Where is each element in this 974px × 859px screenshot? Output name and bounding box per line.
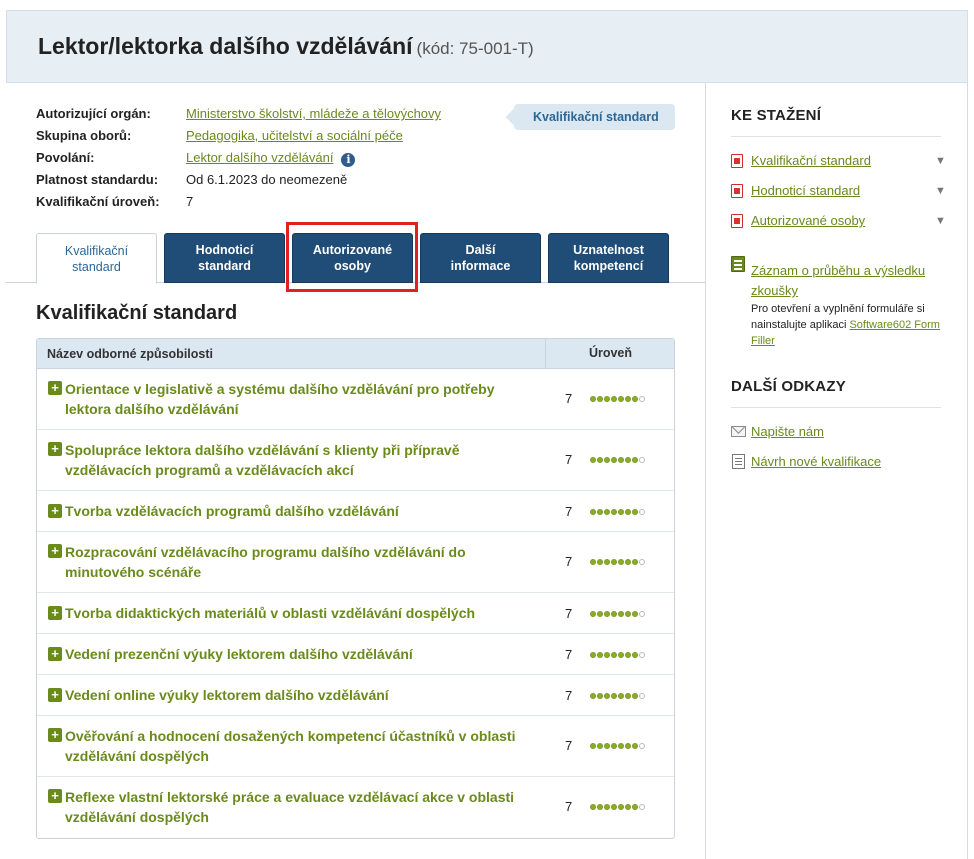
divider — [731, 136, 941, 137]
table-row[interactable] — [37, 430, 674, 491]
level-dot-filled — [604, 611, 610, 617]
level-dot-filled — [590, 396, 596, 402]
software602-link[interactable]: Software602 Form Filler — [751, 319, 940, 347]
competence-name[interactable]: Vedení online výuky lektorem dalšího vzdělávání — [65, 687, 389, 703]
level-indicator — [590, 457, 645, 463]
competence-level: 7 — [565, 606, 573, 621]
pdf-icon — [731, 184, 743, 198]
level-dot-filled — [590, 804, 596, 810]
level-dot-filled — [618, 457, 624, 463]
authority-link[interactable]: Ministerstvo školství, mládeže a tělovýchovy — [186, 106, 442, 121]
level-dot-filled — [625, 652, 631, 658]
level-dot-filled — [611, 743, 617, 749]
competence-name[interactable]: Vedení prezenční výuky lektorem dalšího vzdělávání — [65, 646, 413, 662]
tab-label: Další informace — [450, 243, 511, 273]
level-dot-filled — [597, 693, 603, 699]
competence-level: 7 — [565, 554, 573, 569]
level-dot-empty — [639, 509, 645, 515]
competence-table — [36, 338, 675, 839]
envelope-icon — [731, 426, 746, 437]
links-section-title: DALŠÍ ODKAZY — [731, 378, 846, 395]
level-dot-filled — [632, 611, 638, 617]
divider — [731, 407, 941, 408]
level-indicator — [590, 559, 645, 565]
level-dot-filled — [597, 743, 603, 749]
expand-icon[interactable]: + — [48, 606, 62, 620]
qualification-code: (kód: 75-001-T) — [416, 39, 534, 58]
competence-name[interactable]: Orientace v legislativě a systému dalšího vzdělávání pro potřeby lektora dalšího vzdělávání — [65, 381, 495, 417]
pdf-icon — [731, 214, 743, 228]
expand-icon[interactable]: + — [48, 789, 62, 803]
competence-level: 7 — [565, 688, 573, 703]
level-dot-filled — [590, 611, 596, 617]
tab-assessment-standard[interactable] — [164, 233, 285, 283]
table-row[interactable] — [37, 532, 674, 593]
level-dot-empty — [639, 396, 645, 402]
level-dot-filled — [611, 652, 617, 658]
level-dot-filled — [625, 804, 631, 810]
competence-level: 7 — [565, 452, 573, 467]
level-dot-empty — [639, 611, 645, 617]
level-dot-empty — [639, 743, 645, 749]
level-dot-filled — [632, 693, 638, 699]
table-row[interactable] — [37, 369, 674, 430]
level-dot-filled — [604, 396, 610, 402]
level-dot-filled — [597, 804, 603, 810]
pdf-icon — [731, 154, 743, 168]
level-dot-filled — [632, 743, 638, 749]
level-dot-empty — [639, 652, 645, 658]
form-icon — [731, 256, 745, 272]
level-dot-filled — [632, 559, 638, 565]
table-row[interactable] — [37, 777, 674, 838]
level-dot-filled — [618, 396, 624, 402]
record-link[interactable]: Záznam o průběhu a výsledku zkoušky — [751, 263, 926, 298]
info-row-authority — [36, 105, 441, 127]
profession-link[interactable]: Lektor dalšího vzdělávání — [186, 150, 334, 165]
info-label: Skupina oborů: — [36, 128, 132, 143]
level-dot-filled — [632, 652, 638, 658]
note-text: Pro otevření a vyplnění formuláře si nainstalujte aplikaci — [751, 303, 925, 331]
level-dot-filled — [604, 457, 610, 463]
level-dot-filled — [604, 804, 610, 810]
tab-qualification-standard[interactable] — [36, 233, 157, 284]
tab-label: Uznatelnost kompetencí — [573, 243, 644, 273]
info-label: Platnost standardu: — [36, 172, 159, 187]
level-dot-filled — [611, 804, 617, 810]
level-dot-filled — [618, 509, 624, 515]
info-row-profession — [36, 149, 441, 171]
tab-other-info[interactable] — [420, 233, 541, 283]
level-dot-filled — [611, 457, 617, 463]
table-header — [37, 339, 674, 369]
level-indicator — [590, 611, 645, 617]
level-dot-filled — [590, 509, 596, 515]
table-row[interactable] — [37, 675, 674, 716]
title-text: Lektor/lektorka dalšího vzdělávání — [38, 33, 413, 59]
tab-competence-recognition[interactable] — [548, 233, 669, 283]
competence-level: 7 — [565, 799, 573, 814]
level-dot-filled — [632, 457, 638, 463]
expand-icon[interactable]: + — [48, 688, 62, 702]
install-note — [751, 301, 941, 349]
info-label: Povolání: — [36, 150, 95, 165]
level-dot-empty — [639, 559, 645, 565]
sidebar — [705, 83, 968, 859]
level-dot-filled — [618, 743, 624, 749]
competence-name[interactable]: Tvorba vzdělávacích programů dalšího vzdělávání — [65, 503, 399, 519]
page-header — [6, 10, 968, 83]
level-indicator — [590, 804, 645, 810]
info-label: Kvalifikační úroveň: — [36, 194, 160, 209]
level-dot-filled — [604, 693, 610, 699]
level-dot-filled — [625, 509, 631, 515]
level-indicator — [590, 396, 645, 402]
tab-authorized-persons[interactable] — [292, 233, 413, 283]
expand-icon[interactable]: + — [48, 647, 62, 661]
level-dot-filled — [611, 693, 617, 699]
level-dot-filled — [632, 396, 638, 402]
info-row-field-group — [36, 127, 441, 149]
tab-label: Hodnoticí standard — [195, 243, 254, 273]
level-dot-filled — [611, 396, 617, 402]
level-dot-empty — [639, 693, 645, 699]
expand-icon[interactable]: + — [48, 544, 62, 558]
competence-name[interactable]: Reflexe vlastní lektorské práce a evaluace vzdělávací akce v oblasti vzdělávání dospělých — [65, 789, 515, 825]
level-dot-filled — [618, 611, 624, 617]
level-dot-filled — [604, 559, 610, 565]
tab-label: Autorizované osoby — [312, 243, 393, 273]
level-dot-filled — [625, 457, 631, 463]
level-dot-filled — [597, 559, 603, 565]
level-dot-filled — [590, 743, 596, 749]
level-dot-filled — [590, 559, 596, 565]
expand-icon[interactable]: + — [48, 381, 62, 395]
badge-label: Kvalifikační standard — [533, 110, 659, 124]
level-dot-filled — [604, 509, 610, 515]
field-group-link[interactable]: Pedagogika, učitelství a sociální péče — [186, 128, 403, 143]
level-dot-filled — [597, 611, 603, 617]
competence-name[interactable]: Spolupráce lektora dalšího vzdělávání s klienty při přípravě vzdělávacích programů a vzdělávacích akcí — [65, 442, 460, 478]
main-content — [6, 83, 706, 859]
info-label: Autorizující orgán: — [36, 106, 151, 121]
level-dot-filled — [590, 693, 596, 699]
level-dot-filled — [618, 652, 624, 658]
level-indicator — [590, 652, 645, 658]
expand-icon[interactable]: + — [48, 442, 62, 456]
level-dot-filled — [618, 804, 624, 810]
tab-bar — [6, 233, 706, 283]
level-dot-filled — [632, 509, 638, 515]
download-section-title: KE STAŽENÍ — [731, 107, 822, 124]
competence-level: 7 — [565, 504, 573, 519]
level-dot-filled — [618, 559, 624, 565]
page-title — [38, 33, 534, 60]
expand-icon[interactable]: + — [48, 504, 62, 518]
download-link[interactable]: Hodnoticí standard — [751, 183, 861, 198]
chevron-down-icon[interactable]: ▼ — [935, 155, 946, 167]
level-dot-filled — [625, 611, 631, 617]
level-dot-filled — [625, 396, 631, 402]
document-icon — [732, 454, 745, 469]
tab-label: Kvalifikační standard — [64, 243, 129, 274]
level-dot-filled — [590, 457, 596, 463]
level-dot-filled — [597, 457, 603, 463]
level-indicator — [590, 509, 645, 515]
download-link[interactable]: Autorizované osoby — [751, 213, 866, 228]
info-row-level — [36, 193, 441, 215]
chevron-down-icon[interactable]: ▼ — [935, 185, 946, 197]
competence-name[interactable]: Tvorba didaktických materiálů v oblasti vzdělávání dospělých — [65, 605, 476, 621]
level-dot-filled — [625, 559, 631, 565]
info-row-validity — [36, 171, 441, 193]
level-dot-filled — [611, 611, 617, 617]
level-dot-filled — [604, 743, 610, 749]
level-dot-filled — [618, 693, 624, 699]
expand-icon[interactable]: + — [48, 728, 62, 742]
competence-level: 7 — [565, 647, 573, 662]
level-dot-filled — [632, 804, 638, 810]
competence-level: 7 — [565, 738, 573, 753]
table-row[interactable] — [37, 634, 674, 675]
section-title: Kvalifikační standard — [36, 302, 238, 324]
level-dot-empty — [639, 457, 645, 463]
level-dot-filled — [597, 396, 603, 402]
record-item — [751, 261, 946, 301]
table-row[interactable] — [37, 716, 674, 777]
level-dot-empty — [639, 804, 645, 810]
table-row[interactable] — [37, 491, 674, 532]
info-panel — [36, 105, 441, 215]
competence-name[interactable]: Ověřování a hodnocení dosažených kompetencí účastníků v oblasti vzdělávání dospělých — [65, 728, 516, 764]
download-link[interactable]: Kvalifikační standard — [751, 153, 871, 168]
competence-level: 7 — [565, 391, 573, 406]
level-dot-filled — [611, 509, 617, 515]
level-dot-filled — [625, 743, 631, 749]
level-value: 7 — [186, 194, 194, 209]
validity-value: Od 6.1.2023 do neomezeně — [186, 172, 348, 187]
info-icon[interactable]: i — [341, 153, 355, 167]
level-indicator — [590, 693, 645, 699]
contact-link[interactable]: Napište nám — [751, 424, 824, 439]
competence-name[interactable]: Rozpracování vzdělávacího programu dalšího vzdělávání do minutového scénáře — [65, 544, 466, 580]
chevron-down-icon[interactable]: ▼ — [935, 215, 946, 227]
level-dot-filled — [611, 559, 617, 565]
level-dot-filled — [597, 652, 603, 658]
level-dot-filled — [604, 652, 610, 658]
column-header-level: Úroveň — [545, 339, 675, 368]
column-header-name: Název odborné způsobilosti — [47, 347, 213, 361]
level-dot-filled — [590, 652, 596, 658]
standard-type-badge — [514, 104, 675, 130]
level-dot-filled — [625, 693, 631, 699]
table-row[interactable] — [37, 593, 674, 634]
new-qualification-link[interactable]: Návrh nové kvalifikace — [751, 454, 882, 469]
level-indicator — [590, 743, 645, 749]
level-dot-filled — [597, 509, 603, 515]
